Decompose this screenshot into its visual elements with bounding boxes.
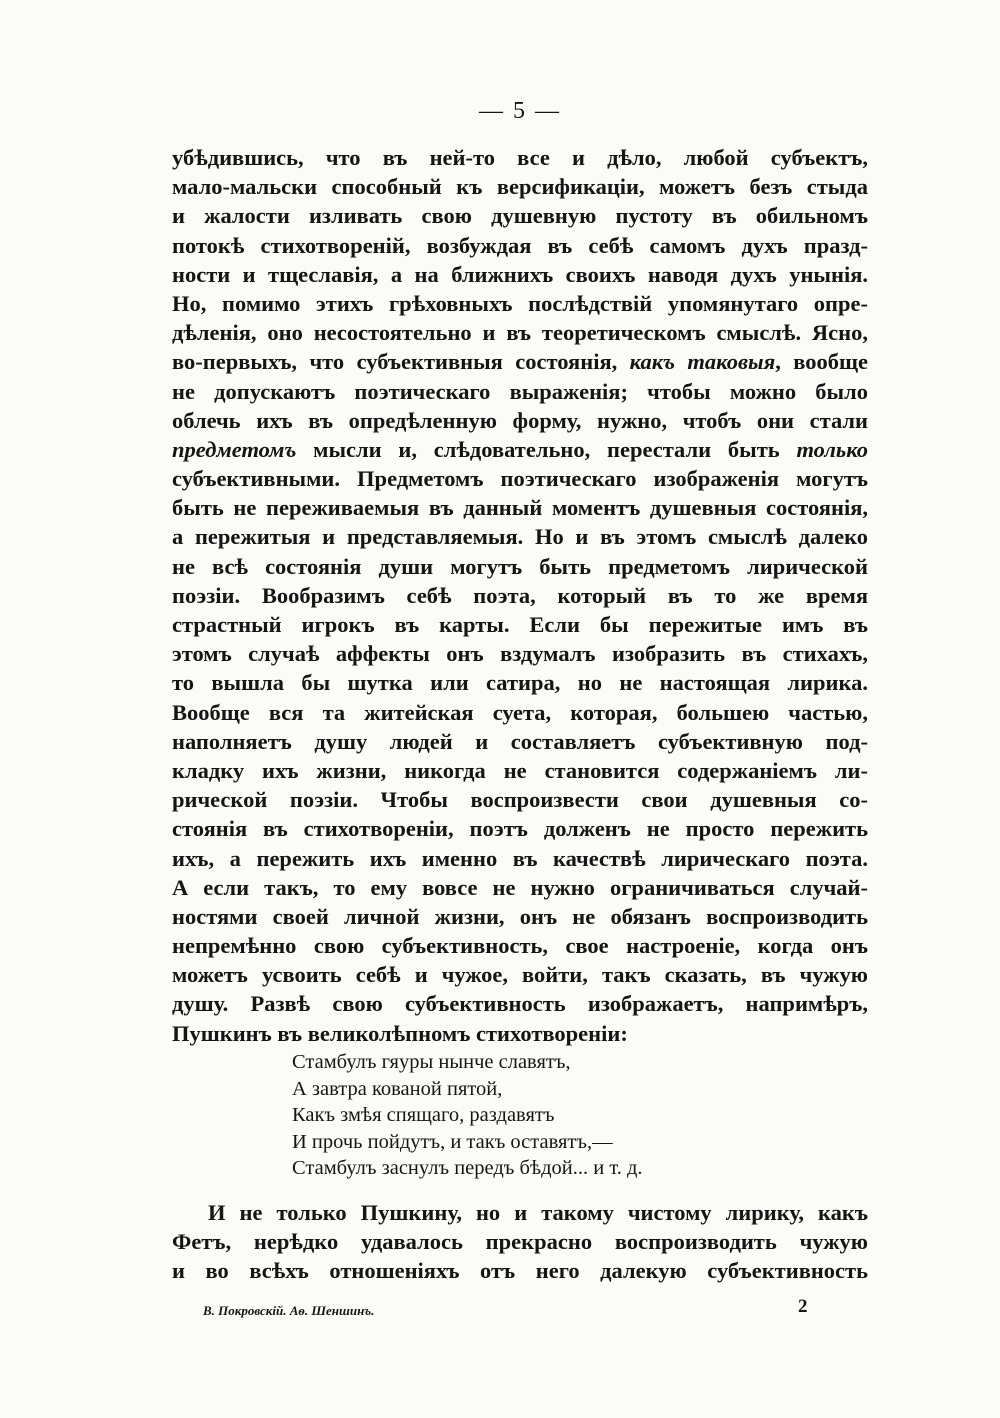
main-text-block <box>172 143 868 1048</box>
italic-phrase: предметомъ <box>172 436 297 462</box>
text-line: можетъ усвоить себѣ и чужое, войти, такъ сказать, въ чужую <box>172 962 868 988</box>
text-line: ихъ, а пережить ихъ именно въ качествѣ лирическаго поэта. <box>172 845 868 871</box>
poem-line: Стамбулъ заснулъ передъ бѣдой... и т. д. <box>292 1157 643 1179</box>
text-line: быть не переживаемыя въ данный моментъ душевныя состоянія, <box>172 495 868 521</box>
poem-line: И прочь пойдутъ, и такъ оставятъ,— <box>292 1130 613 1153</box>
sheet-number: 2 <box>798 1296 808 1317</box>
text-line: ностями своей личной жизни, онъ не обязанъ воспроизводить <box>172 903 868 929</box>
text-line: дѣленія, оно несостоятельно и въ теоретическомъ смыслѣ. Ясно, <box>172 320 868 346</box>
closing-paragraph <box>172 1198 868 1286</box>
text-line: и жалости изливать свою душевную пустоту въ обильномъ <box>172 203 868 229</box>
text-line <box>172 435 868 464</box>
text-span: , вообще <box>775 349 868 375</box>
text-line: непремѣнно свою субъективность, свое настроеніе, когда онъ <box>172 933 868 959</box>
text-line: мало-мальски способный къ версификаціи, можетъ безъ стыда <box>172 174 868 200</box>
text-line: страстный игрокъ въ карты. Если бы пережитые имъ въ <box>172 612 868 637</box>
text-line: стоянія въ стихотвореніи, поэтъ долженъ не просто пережить <box>172 816 868 842</box>
text-line: то вышла бы шутка или сатира, но не настоящая лирика. <box>172 670 868 696</box>
text-line: не всѣ состоянія души могутъ быть предметомъ лирической <box>172 553 868 579</box>
text-line: поэзіи. Вообразимъ себѣ поэта, который въ то же время <box>172 582 868 608</box>
text-span: мысли и, слѣдовательно, перестали быть <box>296 436 797 462</box>
text-line <box>172 347 868 376</box>
text-line: Вообще вся та житейская суета, которая, большею частью, <box>172 699 868 725</box>
text-line: облечь ихъ въ опредѣленную форму, нужно, чтобъ они стали <box>172 407 868 433</box>
text-line: не допускаютъ поэтическаго выраженія; чтобы можно было <box>172 378 868 404</box>
poem-line: А завтра кованой пятой, <box>292 1077 503 1100</box>
poem-quote <box>292 1049 772 1182</box>
footer-signature: В. Покровскій. Аѳ. Шеншинъ. <box>203 1303 375 1318</box>
text-line: Фетъ, нерѣдко удавалось прекрасно воспроизводить чужую <box>172 1229 868 1255</box>
text-line: и во всѣхъ отношеніяхъ отъ него далекую субъективность <box>172 1258 868 1284</box>
poem-line: Стамбулъ гяуры нынче славятъ, <box>292 1051 571 1073</box>
page-number: — 5 — <box>479 98 561 124</box>
text-span: во-первыхъ, что субъективныя состоянія, <box>172 349 630 375</box>
text-line: И не только Пушкину, но и такому чистому лирику, какъ <box>208 1200 868 1225</box>
text-line: ности и тщеславія, а на ближнихъ своихъ наводя духъ унынія. <box>172 261 868 287</box>
italic-phrase: какъ таковыя <box>629 349 776 375</box>
text-line: убѣдившись, что въ ней-то все и дѣло, любой субъектъ, <box>172 145 868 170</box>
text-line: потокѣ стихотвореній, возбуждая въ себѣ самомъ духъ празд- <box>172 232 868 258</box>
text-line: субъективными. Предметомъ поэтическаго изображенія могутъ <box>172 466 868 492</box>
text-line: наполняетъ душу людей и составляетъ субъективную под- <box>172 728 868 754</box>
italic-phrase: только <box>796 436 868 462</box>
text-line: А если такъ, то ему вовсе не нужно ограничиваться случай- <box>172 874 868 900</box>
text-line: рической поэзіи. Чтобы воспроизвести свои душевныя со- <box>172 787 868 813</box>
poem-line: Какъ змѣя спящаго, раздавятъ <box>292 1104 555 1126</box>
text-line: Но, помимо этихъ грѣховныхъ послѣдствій упомянутаго опре- <box>172 290 868 316</box>
text-line: а пережитыя и представляемыя. Но и въ этомъ смыслѣ далеко <box>172 524 868 550</box>
text-line: душу. Развѣ свою субъективность изображаетъ, напримѣръ, <box>172 991 868 1017</box>
text-line: этомъ случаѣ аффекты онъ вздумалъ изобразить въ стихахъ, <box>172 641 868 667</box>
text-line: кладку ихъ жизни, никогда не становится содержаніемъ ли- <box>172 757 868 783</box>
text-line: Пушкинъ въ великолѣпномъ стихотвореніи: <box>172 1020 628 1046</box>
